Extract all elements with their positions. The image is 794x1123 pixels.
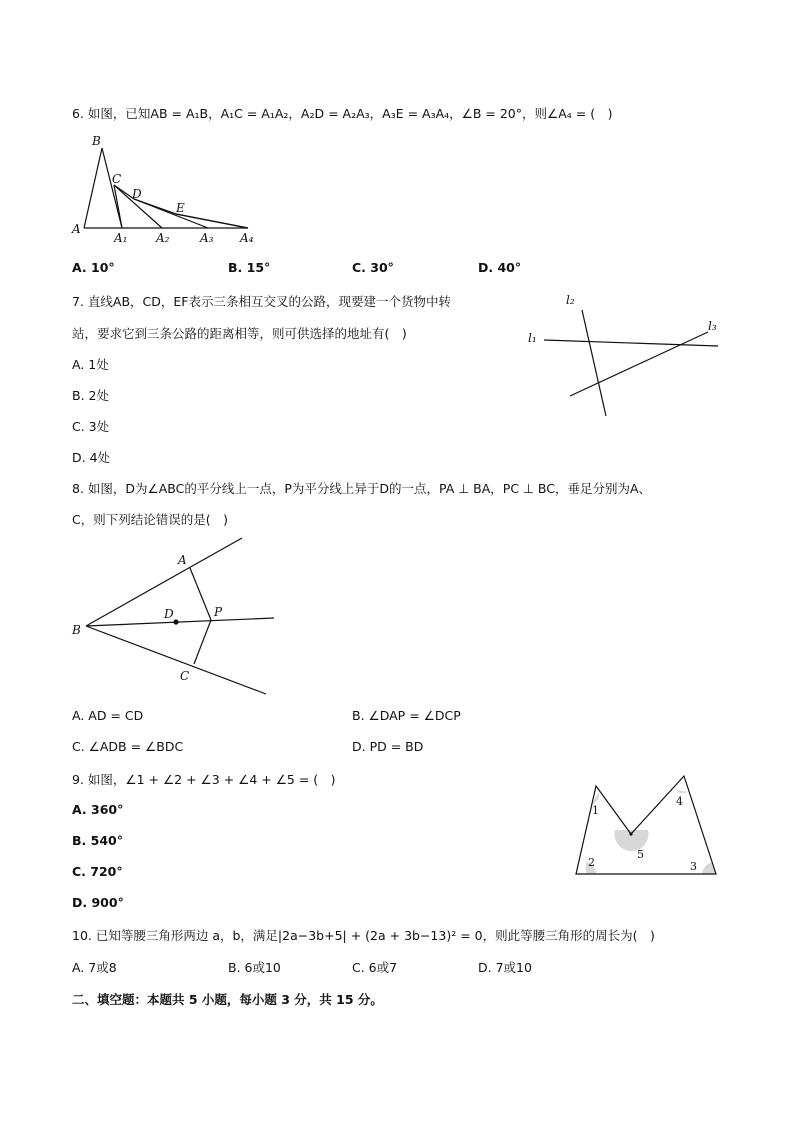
q8-label-B: B — [72, 623, 81, 637]
q6-option-b[interactable]: B. 15° — [228, 260, 271, 275]
q7-stem-line2: 站，要求它到三条公路的距离相等，则可供选择的地址有( ) — [72, 326, 407, 341]
q6-label-E: E — [176, 201, 185, 215]
q9-label-4: 4 — [676, 795, 683, 808]
q6-option-a[interactable]: A. 10° — [72, 260, 115, 275]
q7-label-l2: l₂ — [566, 293, 575, 307]
q9-stem: 9. 如图，∠1 + ∠2 + ∠3 + ∠4 + ∠5 = ( ) — [72, 772, 336, 787]
q6-label-A1: A₁ — [114, 231, 128, 245]
q9-label-1: 1 — [592, 804, 599, 817]
q9-label-5: 5 — [637, 848, 644, 861]
q8-option-d[interactable]: D. PD = BD — [352, 739, 424, 754]
q10-option-c[interactable]: C. 6或7 — [352, 960, 398, 975]
q8-stem-line2: C，则下列结论错误的是( ) — [72, 512, 228, 527]
q9-option-a[interactable]: A. 360° — [72, 802, 124, 817]
q9-label-2: 2 — [588, 856, 595, 869]
q7-label-l1: l₁ — [528, 331, 537, 345]
section-heading: 二、填空题：本题共 5 小题，每小题 3 分，共 15 分。 — [72, 992, 383, 1007]
q6-stem: 6. 如图，已知AB = A₁B，A₁C = A₁A₂，A₂D = A₂A₃，A₃E = A₃A₄，∠B = 20°，则∠A₄ = ( ) — [72, 106, 613, 121]
q7-option-b[interactable]: B. 2处 — [72, 388, 109, 403]
q7-option-c[interactable]: C. 3处 — [72, 419, 110, 434]
q9-figure — [568, 770, 728, 880]
q6-label-C: C — [112, 172, 122, 186]
q6-label-B: B — [92, 134, 101, 148]
q7-stem-line1: 7. 直线AB，CD，EF表示三条相互交叉的公路，现要建一个货物中转 — [72, 294, 451, 309]
q8-label-A: A — [178, 553, 187, 567]
q6-label-A: A — [72, 222, 81, 236]
q8-stem-line1: 8. 如图，D为∠ABC的平分线上一点，P为平分线上异于D的一点，PA ⊥ BA，PC ⊥ BC，垂足分别为A、 — [72, 481, 652, 496]
q8-option-b[interactable]: B. ∠DAP = ∠DCP — [352, 708, 461, 723]
q8-option-a[interactable]: A. AD = CD — [72, 708, 144, 723]
q8-figure — [66, 530, 286, 700]
q6-option-c[interactable]: C. 30° — [352, 260, 394, 275]
q10-option-a[interactable]: A. 7或8 — [72, 960, 117, 975]
q9-option-c[interactable]: C. 720° — [72, 864, 123, 879]
q10-stem: 10. 已知等腰三角形两边 a，b，满足|2a−3b+5| + (2a + 3b−13)² = 0，则此等腰三角形的周长为( ) — [72, 928, 655, 943]
q6-label-A2: A₂ — [156, 231, 170, 245]
q8-label-P: P — [214, 605, 223, 619]
q7-option-d[interactable]: D. 4处 — [72, 450, 111, 465]
q8-label-D: D — [164, 607, 174, 621]
q9-option-d[interactable]: D. 900° — [72, 895, 124, 910]
q6-label-A4: A₄ — [240, 231, 254, 245]
q8-label-C: C — [180, 669, 190, 683]
q6-figure — [68, 130, 268, 250]
q6-label-A3: A₃ — [200, 231, 214, 245]
q8-option-c[interactable]: C. ∠ADB = ∠BDC — [72, 739, 184, 754]
q7-option-a[interactable]: A. 1处 — [72, 357, 109, 372]
q6-label-D: D — [132, 187, 142, 201]
q10-option-b[interactable]: B. 6或10 — [228, 960, 281, 975]
q10-option-d[interactable]: D. 7或10 — [478, 960, 532, 975]
q9-label-3: 3 — [690, 860, 697, 873]
q9-option-b[interactable]: B. 540° — [72, 833, 123, 848]
q6-option-d[interactable]: D. 40° — [478, 260, 522, 275]
q7-figure — [522, 290, 722, 420]
q7-label-l3: l₃ — [708, 319, 717, 333]
